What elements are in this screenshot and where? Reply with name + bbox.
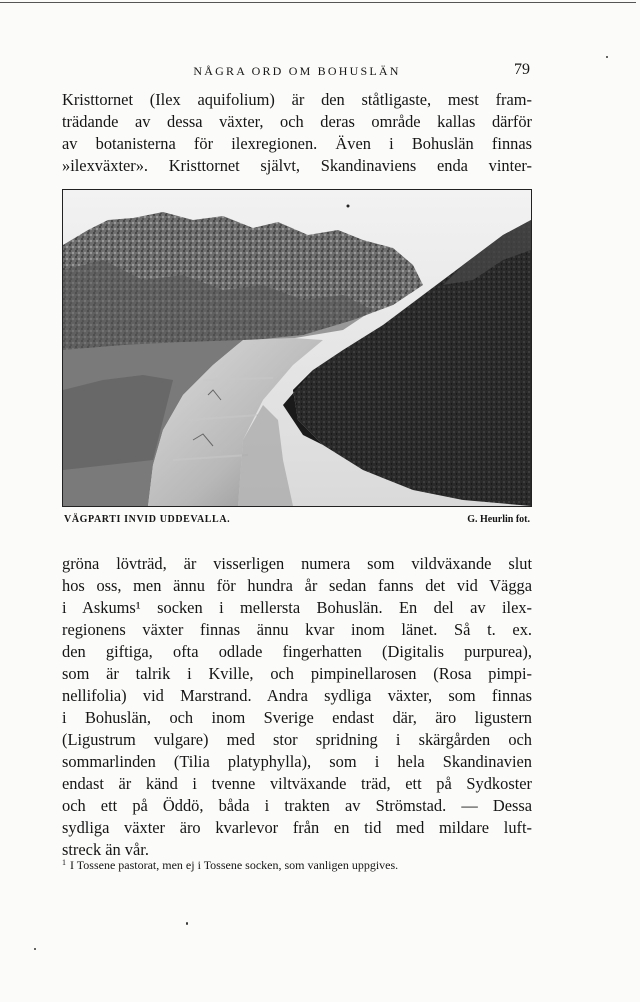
paper-speck [606,56,608,58]
text-line: hos oss, men ännu för hundra år sedan fanns det vid Vägga [62,576,532,595]
text-line: sydliga växter äro kvarlevor från en tid med mildare luft- [62,818,532,837]
page-number: 79 [514,61,530,78]
footnote-marker: 1 [62,858,66,867]
photo-illustration [63,190,531,506]
page-header [62,61,532,88]
text-line: i Bohuslän, och inom Sverige endast där, äro ligustern [62,708,532,727]
paper-speck [34,948,36,950]
text-line: endast är känd i tvenne viltväxande träd, ett på Sydkoster [62,774,532,793]
text-line: streck än vår. [62,840,149,859]
paragraph-2 [62,553,532,861]
text-line: (Ligustrum vulgare) med stor spridning i skärgården och [62,730,532,749]
photo-credit: G. Heurlin fot. [467,514,530,525]
caption-title: VÄGPARTI INVID UDDEVALLA. [64,514,231,525]
text-line: »ilexväxter». Kristtornet självt, Skandinaviens enda vinter- [62,156,532,175]
running-title: NÅGRA ORD OM BOHUSLÄN [193,64,401,78]
footnote-text: I Tossene pastorat, men ej i Tossene socken, som vanligen uppgives. [70,858,399,872]
landscape-photo [62,189,532,507]
top-border-line [0,2,636,3]
text-line: Kristtornet (Ilex aquifolium) är den ståtligaste, mest fram- [62,90,532,109]
text-line: sommarlinden (Tilia platyphylla), som i hela Skandinavien [62,752,532,771]
text-line: den giftiga, ofta odlade fingerhatten (Digitalis purpurea), [62,642,532,661]
text-line: trädande av dessa växter, och deras område kallas därför [62,112,532,131]
text-line: gröna lövträd, är visserligen numera som vildväxande slut [62,554,532,573]
paper-speck [186,922,188,925]
text-line: och ett på Öddö, båda i trakten av Strömstad. — Dessa [62,796,532,815]
text-line: nellifolia) vid Marstrand. Andra sydliga växter, som finnas [62,686,532,705]
text-line: regionens växter finnas ännu kvar inom länet. Så t. ex. [62,620,532,639]
figure-caption [62,514,532,530]
text-line: av botanisterna för ilexregionen. Även i Bohuslän finnas [62,134,532,153]
text-line: som är talrik i Kville, och pimpinellarosen (Rosa pimpi- [62,664,532,683]
footnote [62,858,532,873]
paragraph-1 [62,89,532,177]
text-line: i Askums¹ socken i mellersta Bohuslän. En del av ilex- [62,598,532,617]
